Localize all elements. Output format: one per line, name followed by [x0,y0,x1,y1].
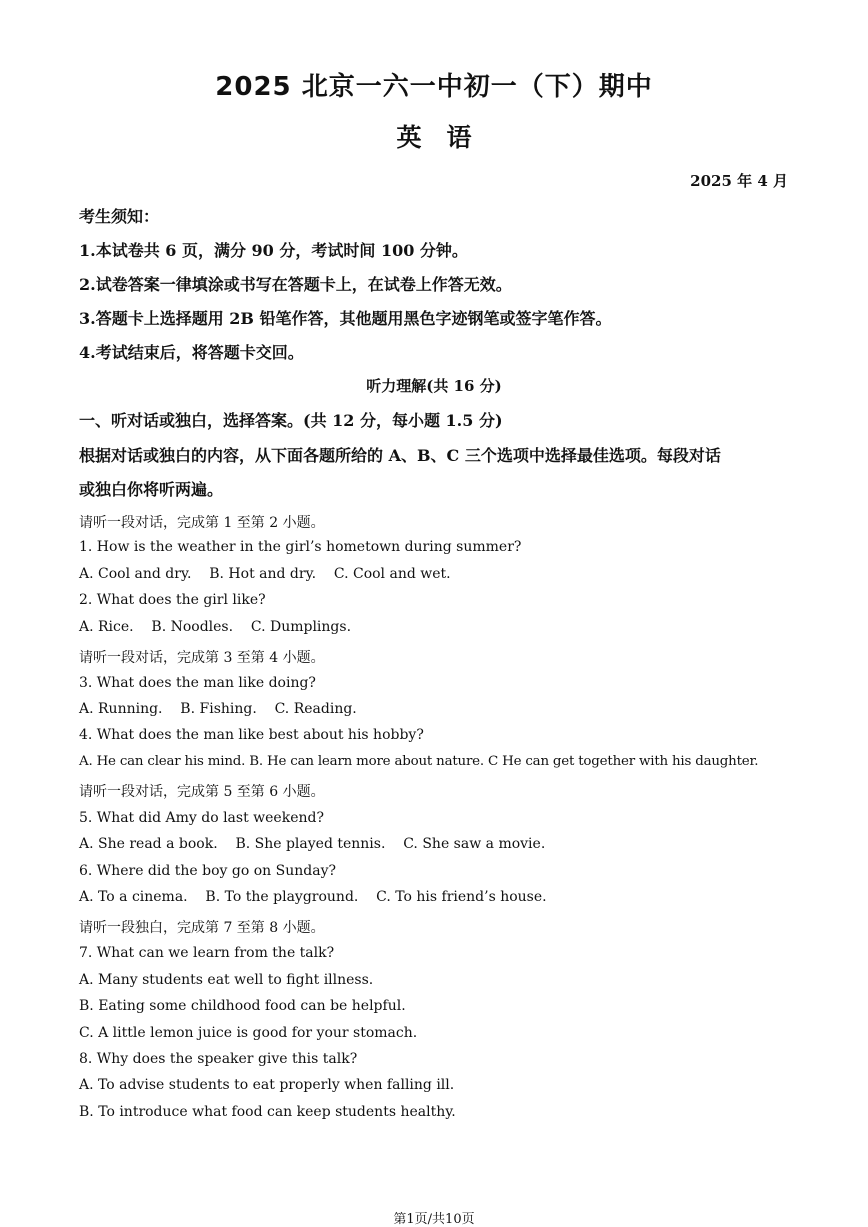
section-title: 听力理解(共 16 分) [366,377,502,395]
options: A. Running. B. Fishing. C. Reading. [79,701,357,717]
option: B. Eating some childhood food can be helpful. [79,998,406,1014]
notice-item: 1.本试卷共 6 页，满分 90 分，考试时间 100 分钟。 [79,241,468,260]
options: A. She read a book. B. She played tennis. C. She saw a movie. [79,836,546,852]
instruction-line: 根据对话或独白的内容，从下面各题所给的 A、B、C 三个选项中选择最佳选项。每段对话 [79,446,721,465]
page-number: 第1页/共10页 [393,1212,475,1227]
question: 4. What does the man like best about his hobby? [79,727,424,743]
subject-title: 英 语 [396,123,472,152]
question: 5. What did Amy do last weekend? [79,810,324,826]
exam-date: 2025 年 4 月 [690,172,788,190]
options: A. He can clear his mind. B. He can learn more about nature. C He can get together with his daughter. [79,754,759,769]
options: A. Cool and dry. B. Hot and dry. C. Cool and wet. [79,566,451,582]
notice-item: 4.考试结束后，将答题卡交回。 [79,343,304,362]
listening-prompt: 请听一段独白，完成第 7 至第 8 小题。 [79,920,325,936]
question: 7. What can we learn from the talk? [79,945,335,961]
part-title: 一、听对话或独白，选择答案。(共 12 分，每小题 1.5 分) [79,411,503,430]
options: A. To a cinema. B. To the playground. C. To his friend’s house. [79,889,547,905]
notice-item: 2.试卷答案一律填涂或书写在答题卡上，在试卷上作答无效。 [79,275,512,294]
listening-prompt: 请听一段对话，完成第 5 至第 6 小题。 [79,784,325,800]
exam-title: 2025 北京一六一中初一（下）期中 [215,72,653,102]
listening-prompt: 请听一段对话，完成第 1 至第 2 小题。 [79,515,325,531]
question: 3. What does the man like doing? [79,675,316,691]
options: A. Rice. B. Noodles. C. Dumplings. [79,619,352,635]
notice-item: 3.答题卡上选择题用 2B 铅笔作答，其他题用黑色字迹钢笔或签字笔作答。 [79,309,612,328]
notice-heading: 考生须知： [79,207,160,226]
option: C. A little lemon juice is good for your stomach. [79,1025,418,1041]
option: A. Many students eat well to fight illness. [79,972,374,988]
question: 1. How is the weather in the girl’s hometown during summer? [79,539,522,555]
question: 6. Where did the boy go on Sunday? [79,863,336,879]
question: 8. Why does the speaker give this talk? [79,1051,358,1067]
question: 2. What does the girl like? [79,592,266,608]
listening-prompt: 请听一段对话，完成第 3 至第 4 小题。 [79,650,325,666]
option: B. To introduce what food can keep students healthy. [79,1104,456,1120]
instruction-line: 或独白你将听两遍。 [79,480,224,499]
option: A. To advise students to eat properly when falling ill. [79,1077,455,1093]
